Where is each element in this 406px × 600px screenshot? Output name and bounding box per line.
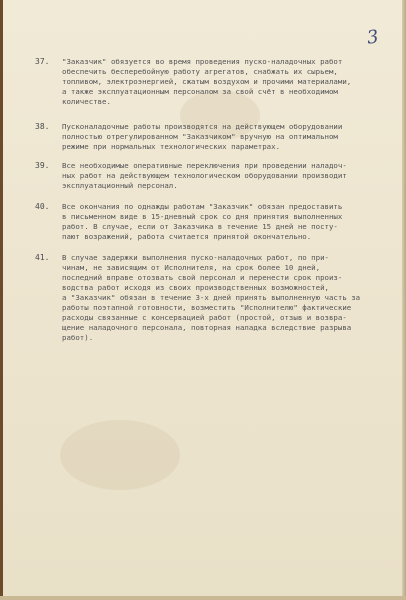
clause-line: а также эксплуатационным персоналом за свой счёт в необходимом xyxy=(62,87,338,96)
clause-line: чинам, не зависящим от Исполнителя, на срок более 10 дней, xyxy=(62,263,321,272)
clause-line: работы поэтапной готовности, возместить "Исполнителю" фактические xyxy=(62,303,352,312)
clause-number: 37. xyxy=(35,57,50,66)
clause-line: Пусконаладочные работы производятся на действующем оборудовании xyxy=(62,122,343,131)
clause-line: режиме при нормальных технологических параметрах. xyxy=(62,142,281,151)
clause-line: количестве. xyxy=(62,97,111,106)
clause-line: В случае задержки выполнения пуско-наладочных работ, по при- xyxy=(62,253,329,262)
clause-line: последний вправе отозвать свой персонал и перенести срок произ- xyxy=(62,273,343,282)
clause-number: 40. xyxy=(35,202,50,211)
clause-line: работ. В случае, если от Заказчика в течение 15 дней не посту- xyxy=(62,222,338,231)
clause-line: полностью отрегулированном "Заказчиком" вручную на оптимальном xyxy=(62,132,338,141)
clause-line: "Заказчик" обязуется во время проведения пуско-наладочных работ xyxy=(62,57,343,66)
clause-line: в письменном виде в 15-дневный срок со дня принятия выполненных xyxy=(62,212,343,221)
clause-line: эксплуатационный персонал. xyxy=(62,181,178,190)
clause-line: обеспечить бесперебойную работу агрегатов, снабжать их сырьем, xyxy=(62,67,338,76)
clause-number: 38. xyxy=(35,122,50,131)
page-edge xyxy=(402,0,406,600)
clause-line: а "Заказчик" обязан в течение 3-х дней принять выполненную часть за xyxy=(62,293,361,302)
clause-line: пают возражений, работа считается принятой окончательно. xyxy=(62,232,312,241)
clause-line: расходы связанные с консервацией работ (простой, отзыв и возвра- xyxy=(62,313,347,322)
clause-number: 41. xyxy=(35,253,50,262)
binding-edge xyxy=(0,0,3,600)
clause-line: топливом, электроэнергией, сжатым воздухом и прочими материалами, xyxy=(62,77,352,86)
clause-line: Все необходимые оперативные переключения при проведении наладоч- xyxy=(62,161,347,170)
handwritten-page-number: 3 xyxy=(365,26,380,49)
paper-stain xyxy=(60,420,180,490)
clause-number: 39. xyxy=(35,161,50,170)
clause-line: щение наладочного персонала, повторная наладка вследствие разрыва xyxy=(62,323,352,332)
scan-bottom-edge xyxy=(0,596,406,600)
clause-line: Все окончания по однажды работам "Заказчик" обязан предоставить xyxy=(62,202,343,211)
clause-line: водства работ исходя из своих производственных возможностей, xyxy=(62,283,329,292)
clause-line: работ). xyxy=(62,333,94,342)
clause-line: ных работ на действующем технологическом оборудовании производит xyxy=(62,171,347,180)
